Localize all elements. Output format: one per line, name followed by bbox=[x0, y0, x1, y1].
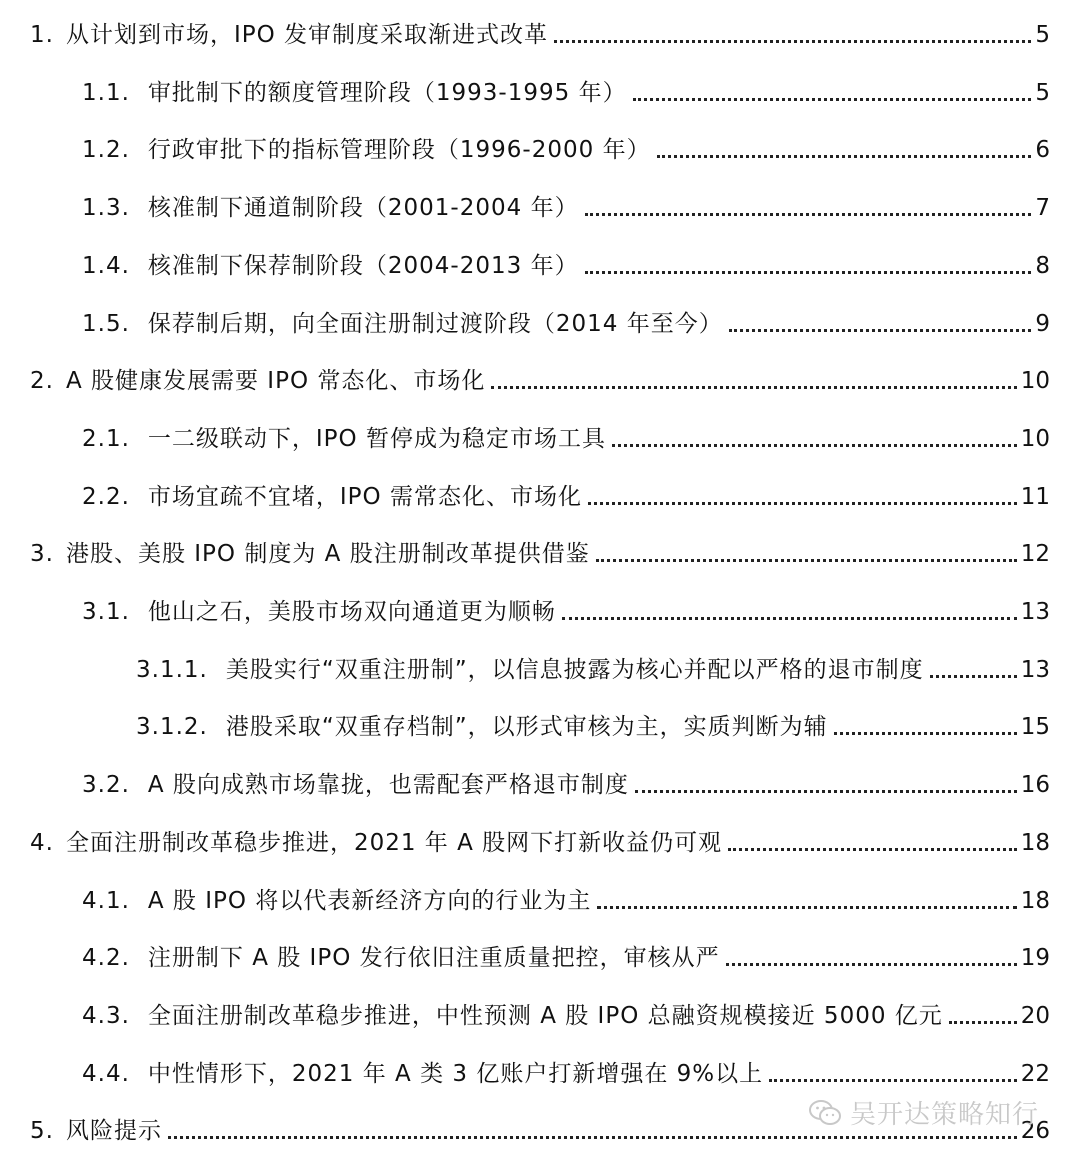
toc-dot-leader bbox=[769, 1079, 1017, 1082]
toc-entry[interactable] bbox=[82, 587, 1050, 627]
toc-entry-page: 8 bbox=[1035, 253, 1050, 279]
toc-dot-leader bbox=[726, 963, 1017, 966]
toc-dot-leader bbox=[635, 790, 1017, 793]
toc-entry[interactable] bbox=[82, 125, 1050, 165]
toc-dot-leader bbox=[491, 386, 1016, 389]
toc-entry[interactable] bbox=[82, 241, 1050, 281]
toc-entry-page: 12 bbox=[1020, 541, 1050, 567]
toc-entry-number: 3.1. bbox=[82, 599, 130, 625]
toc-dot-leader bbox=[562, 617, 1017, 620]
toc-entry-title: 全面注册制改革稳步推进，中性预测 A 股 IPO 总融资规模接近 5000 亿元 bbox=[147, 1003, 943, 1029]
toc-entry-number: 2.1. bbox=[82, 426, 130, 452]
toc-entry-title: 中性情形下，2021 年 A 类 3 亿账户打新增强在 9%以上 bbox=[147, 1061, 764, 1087]
toc-dot-leader bbox=[554, 40, 1031, 43]
toc-entry[interactable] bbox=[30, 356, 1050, 396]
toc-entry-page: 6 bbox=[1035, 137, 1050, 163]
toc-entry-page: 11 bbox=[1020, 484, 1050, 510]
toc-entry-number: 1.3. bbox=[82, 195, 130, 221]
toc-entry-title: 他山之石，美股市场双向通道更为顺畅 bbox=[147, 599, 556, 625]
toc-entry-number: 1.1. bbox=[82, 80, 130, 106]
toc-entry-title: A 股健康发展需要 IPO 常态化、市场化 bbox=[65, 368, 486, 394]
toc-entry-number: 4.2. bbox=[82, 945, 130, 971]
toc-entry-title: 保荐制后期，向全面注册制过渡阶段（2014 年至今） bbox=[147, 311, 723, 337]
toc-dot-leader bbox=[729, 329, 1032, 332]
toc-dot-leader bbox=[728, 848, 1017, 851]
toc-entry[interactable] bbox=[82, 760, 1050, 800]
toc-entry-page: 20 bbox=[1020, 1003, 1050, 1029]
toc-dot-leader bbox=[596, 559, 1017, 562]
toc-dot-leader bbox=[585, 213, 1032, 216]
toc-entry-page: 5 bbox=[1035, 80, 1050, 106]
toc-entry[interactable] bbox=[82, 68, 1050, 108]
toc-entry[interactable] bbox=[82, 1049, 1050, 1089]
toc-entry-title: 港股、美股 IPO 制度为 A 股注册制改革提供借鉴 bbox=[65, 541, 590, 567]
toc-entry[interactable] bbox=[30, 10, 1050, 50]
toc-entry-title: A 股 IPO 将以代表新经济方向的行业为主 bbox=[147, 888, 592, 914]
toc-entry-number: 5. bbox=[30, 1118, 54, 1144]
toc-entry-title: 审批制下的额度管理阶段（1993-1995 年） bbox=[147, 80, 627, 106]
toc-entry-page: 26 bbox=[1020, 1118, 1050, 1144]
watermark bbox=[808, 1094, 1039, 1131]
toc-entry-number: 4.3. bbox=[82, 1003, 130, 1029]
toc-entry-title: 港股采取“双重存档制”，以形式审核为主，实质判断为辅 bbox=[225, 714, 828, 740]
toc-entry-page: 19 bbox=[1020, 945, 1050, 971]
toc-entry-title: 核准制下保荐制阶段（2004-2013 年） bbox=[147, 253, 579, 279]
toc-entry-title: 风险提示 bbox=[65, 1118, 162, 1144]
toc-entry-number: 1.5. bbox=[82, 311, 130, 337]
toc-dot-leader bbox=[612, 444, 1017, 447]
toc-entry-title: 全面注册制改革稳步推进，2021 年 A 股网下打新收益仍可观 bbox=[65, 830, 723, 856]
toc-entry-title: A 股向成熟市场靠拢，也需配套严格退市制度 bbox=[147, 772, 629, 798]
toc-entry[interactable] bbox=[82, 299, 1050, 339]
toc-entry-title: 核准制下通道制阶段（2001-2004 年） bbox=[147, 195, 579, 221]
toc-dot-leader bbox=[585, 271, 1032, 274]
toc-entry-page: 18 bbox=[1020, 830, 1050, 856]
toc-entry[interactable] bbox=[136, 645, 1050, 685]
toc-entry-page: 16 bbox=[1020, 772, 1050, 798]
toc-entry-number: 1.4. bbox=[82, 253, 130, 279]
toc-entry[interactable] bbox=[82, 414, 1050, 454]
toc-entry-title: 市场宜疏不宜堵，IPO 需常态化、市场化 bbox=[147, 484, 582, 510]
toc-dot-leader bbox=[949, 1021, 1017, 1024]
toc-entry[interactable] bbox=[30, 529, 1050, 569]
toc-entry-page: 10 bbox=[1020, 368, 1050, 394]
toc-entry[interactable] bbox=[82, 876, 1050, 916]
toc-dot-leader bbox=[633, 98, 1032, 101]
toc-entry-number: 3. bbox=[30, 541, 54, 567]
toc-dot-leader bbox=[597, 906, 1016, 909]
toc-entry-number: 2.2. bbox=[82, 484, 130, 510]
toc-dot-leader bbox=[168, 1136, 1017, 1139]
toc-entry-page: 13 bbox=[1020, 599, 1050, 625]
toc-entry-page: 10 bbox=[1020, 426, 1050, 452]
toc-entry-title: 注册制下 A 股 IPO 发行依旧注重质量把控，审核从严 bbox=[147, 945, 720, 971]
toc-entry-page: 22 bbox=[1020, 1061, 1050, 1087]
toc-dot-leader bbox=[930, 675, 1017, 678]
toc-dot-leader bbox=[588, 502, 1017, 505]
toc-entry[interactable] bbox=[136, 702, 1050, 742]
toc-dot-leader bbox=[657, 155, 1032, 158]
toc-entry-number: 4.1. bbox=[82, 888, 130, 914]
toc-entry-page: 5 bbox=[1035, 22, 1050, 48]
toc-entry-number: 3.1.2. bbox=[136, 714, 208, 740]
toc-entry[interactable] bbox=[30, 818, 1050, 858]
wechat-icon bbox=[808, 1098, 842, 1128]
watermark-text: 吴开达策略知行 bbox=[850, 1100, 1040, 1130]
toc-entry-title: 从计划到市场，IPO 发审制度采取渐进式改革 bbox=[65, 22, 549, 48]
toc-entry-number: 2. bbox=[30, 368, 54, 394]
toc-entry-page: 15 bbox=[1020, 714, 1050, 740]
toc-entry-page: 13 bbox=[1020, 657, 1050, 683]
toc-entry-number: 4.4. bbox=[82, 1061, 130, 1087]
toc-entry-page: 18 bbox=[1020, 888, 1050, 914]
toc-entry-number: 4. bbox=[30, 830, 54, 856]
toc-entry-title: 美股实行“双重注册制”，以信息披露为核心并配以严格的退市制度 bbox=[225, 657, 924, 683]
toc-entry-number: 1.2. bbox=[82, 137, 130, 163]
toc-entry[interactable] bbox=[82, 933, 1050, 973]
toc-entry[interactable] bbox=[82, 183, 1050, 223]
toc-entry-page: 9 bbox=[1035, 311, 1050, 337]
toc-entry[interactable] bbox=[82, 991, 1050, 1031]
toc-entry-number: 3.2. bbox=[82, 772, 130, 798]
toc-entry-page: 7 bbox=[1035, 195, 1050, 221]
toc-entry-title: 行政审批下的指标管理阶段（1996-2000 年） bbox=[147, 137, 651, 163]
toc-entry-number: 3.1.1. bbox=[136, 657, 208, 683]
toc-entry[interactable] bbox=[82, 472, 1050, 512]
toc-entry-number: 1. bbox=[30, 22, 54, 48]
toc-dot-leader bbox=[834, 732, 1017, 735]
toc-entry-title: 一二级联动下，IPO 暂停成为稳定市场工具 bbox=[147, 426, 606, 452]
